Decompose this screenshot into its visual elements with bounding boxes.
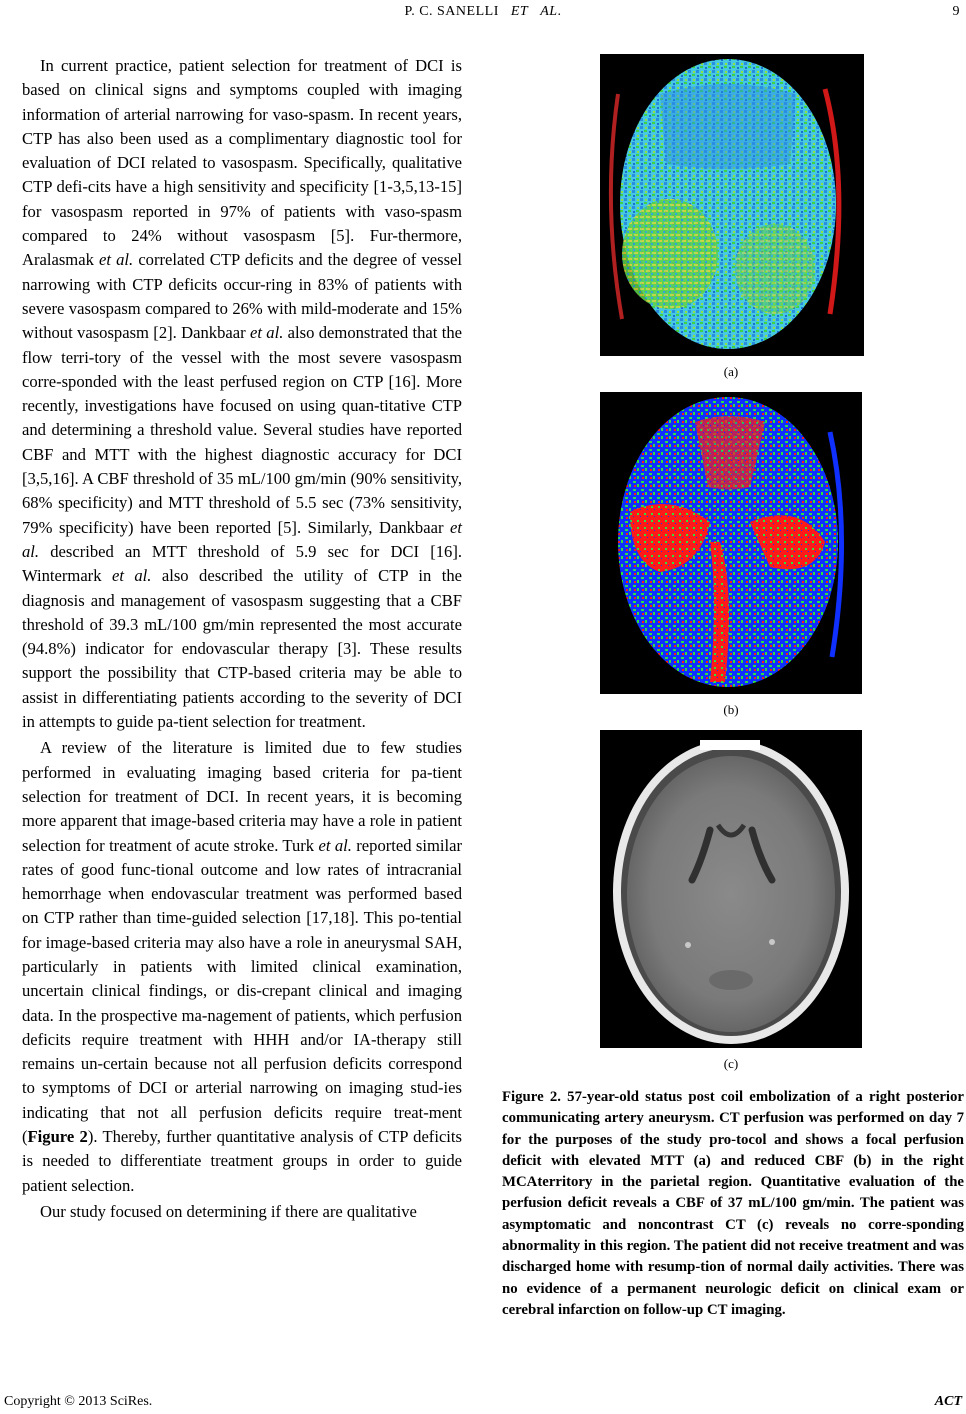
figure-2a-mtt-map [600, 54, 864, 356]
body-paragraph-1: In current practice, patient selection for treatment of DCI is based on clinical signs and symptoms coupled with imaging information of arterial narrowing for vaso-spasm. In recent years, CTP has also been used as a complimentary diagnostic tool for evaluation of DCI related to vasospasm. Specifically, qualitative CTP defi-cits have a high sensitivity and specificity [1-3,5,13-15] for vasospasm reported in 97% of patients with vaso-spasm compared to 24% without vasospasm [5]. Fur-thermore, Aralasmak et al. correlated CTP deficits and the degree of vessel narrowing with CTP deficits occur-ring in 83% of patients with severe vasospasm compared to 26% with mild-moderate and 15% without vasospasm [2]. Dankbaar et al. also demonstrated that the flow terri-tory of the vessel with the most severe vasospasm corre-sponded with the least perfused region on CTP [16]. More recently, investigations have focused on using quan-titative CTP and determining a threshold value. Several studies have reported CBF and MTT with the highest diagnostic accuracy for DCI [3,5,16]. A CBF threshold of 35 mL/100 gm/min (90% sensitivity, 68% specificity) and MTT threshold of 5.5 sec (73% sensitivity, 79% specificity) have been reported [5]. Similarly, Dankbaar et al. described an MTT threshold of 5.9 sec for DCI [16]. Wintermark et al. also described the utility of CTP in the diagnosis and management of vasospasm suggesting that a CBF threshold of 39.3 mL/100 gm/min represented the most accurate (94.8%) indicator for endovascular therapy [3]. These results support the possibility that CTP-based criteria may be able to assist in differentiating patients according to the severity of DCI in attempts to guide pa-tient selection for treatment. [22, 56, 463, 732]
body-text-column [22, 54, 462, 1224]
running-head: P. C. SANELLI ET AL. [404, 4, 562, 19]
body-paragraph-3: Our study focused on determining if there are qualitative [40, 1201, 417, 1221]
journal-abbrev: ACT [934, 1394, 962, 1409]
figure-label-c: (c) [723, 1056, 739, 1071]
figure-2c-noncontrast-ct [600, 730, 862, 1048]
figure-2b-cbf-map [600, 392, 862, 694]
page-header [0, 4, 966, 26]
body-paragraph-2: A review of the literature is limited due to few studies performed in evaluating imaging based criteria for pa-tient selection for treatment of DCI. In recent years, it is becoming more apparent that image-based criteria may have a role in patient selection for treatment of acute stroke. Turk et al. reported similar rates of good func-tional outcome and low rates of intracranial hemorrhage when endovascular treatment was performed based on CTP rather than time-guided selection [17,18]. This po-tential for image-based criteria may also have a role in aneurysmal SAH, particularly in patients with limited clinical examination, uncertain clinical findings, or dis-crepant clinical and imaging data. In the prospective ma-nagement of patients, which perfusion deficits require treatment with HHH and/or IA-therapy still remains un-certain because not all perfusion deficits correspond to symptoms of DCI or arterial narrowing on imaging stud-ies indicating that not all perfusion deficits require treat-ment (Figure 2). Thereby, further quantitative analysis of CTP deficits is needed to differentiate treatment groups in order to guide patient selection. [22, 738, 463, 1195]
figure-label-a: (a) [723, 364, 739, 379]
copyright-notice: Copyright © 2013 SciRes. [4, 1394, 153, 1409]
figure-label-b: (b) [723, 702, 739, 717]
page-number: 9 [952, 4, 960, 19]
figure-caption: Figure 2. 57-year-old status post coil embolization of a right posterior communicating artery aneurysm. CT perfusion was performed on day 7 for the purposes of the study pro-tocol and shows a focal perfusion deficit with elevated MTT (a) and reduced CBF (b) in the right MCAterritory in the parietal region. Quantitative evaluation of the perfusion deficit reveals a CBF of 37 mL/100 gm/min. The patient was asymptomatic and noncontrast CT (c) reveals no corre-sponding abnormality in this region. The patient did not receive treatment and was discharged home with resump-tion of normal daily activities. There was no evidence of a permanent neurologic deficit on clinical exam or cerebral infarction on follow-up CT imaging. [502, 1089, 964, 1318]
